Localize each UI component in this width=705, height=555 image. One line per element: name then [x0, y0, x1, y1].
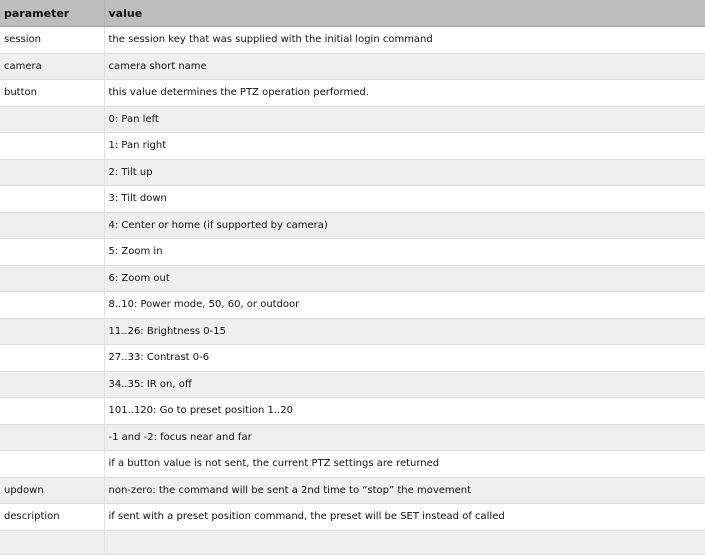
table-header-row	[0, 0, 705, 27]
parameter-cell	[0, 239, 104, 266]
table-row	[0, 318, 705, 345]
value-cell: 3: Tilt down	[104, 186, 705, 213]
table-row	[0, 239, 705, 266]
parameter-cell	[0, 424, 104, 451]
value-cell: 5: Zoom in	[104, 239, 705, 266]
table-row	[0, 186, 705, 213]
value-cell: camera short name	[104, 53, 705, 80]
value-cell: the session key that was supplied with the initial login command	[104, 27, 705, 54]
value-cell: 34..35: IR on, off	[104, 371, 705, 398]
value-cell: 2: Tilt up	[104, 159, 705, 186]
table-row	[0, 371, 705, 398]
parameter-cell	[0, 265, 104, 292]
table-row	[0, 27, 705, 54]
parameter-cell: camera	[0, 53, 104, 80]
table-row	[0, 292, 705, 319]
value-cell	[104, 530, 705, 554]
value-cell: 1: Pan right	[104, 133, 705, 160]
table-row	[0, 451, 705, 478]
value-cell: 27..33: Contrast 0-6	[104, 345, 705, 372]
value-cell: 11..26: Brightness 0-15	[104, 318, 705, 345]
parameter-cell: session	[0, 27, 104, 54]
table-row	[0, 80, 705, 107]
parameter-cell	[0, 371, 104, 398]
value-cell: if sent with a preset position command, the preset will be SET instead of called	[104, 504, 705, 531]
value-cell: non-zero: the command will be sent a 2nd time to “stop” the movement	[104, 477, 705, 504]
parameter-cell	[0, 398, 104, 425]
table-row	[0, 53, 705, 80]
table-row	[0, 265, 705, 292]
table-row	[0, 159, 705, 186]
parameter-cell	[0, 345, 104, 372]
table-row	[0, 133, 705, 160]
table-row	[0, 345, 705, 372]
value-cell: if a button value is not sent, the current PTZ settings are returned	[104, 451, 705, 478]
parameter-cell: description	[0, 504, 104, 531]
value-cell: this value determines the PTZ operation performed.	[104, 80, 705, 107]
table-row	[0, 530, 705, 554]
parameter-cell: button	[0, 80, 104, 107]
value-cell: 6: Zoom out	[104, 265, 705, 292]
table-row	[0, 398, 705, 425]
value-cell: 0: Pan left	[104, 106, 705, 133]
parameter-cell	[0, 106, 104, 133]
parameter-column-header: parameter	[0, 0, 104, 27]
value-cell: 8..10: Power mode, 50, 60, or outdoor	[104, 292, 705, 319]
parameter-cell	[0, 212, 104, 239]
parameter-cell: updown	[0, 477, 104, 504]
table-row	[0, 504, 705, 531]
value-cell: -1 and -2: focus near and far	[104, 424, 705, 451]
parameter-cell	[0, 530, 104, 554]
value-cell: 101..120: Go to preset position 1..20	[104, 398, 705, 425]
parameter-cell	[0, 292, 104, 319]
value-cell: 4: Center or home (if supported by camera)	[104, 212, 705, 239]
value-column-header: value	[104, 0, 705, 27]
table-row	[0, 212, 705, 239]
parameter-cell	[0, 186, 104, 213]
parameter-cell	[0, 159, 104, 186]
parameter-cell	[0, 451, 104, 478]
table-row	[0, 424, 705, 451]
parameter-cell	[0, 318, 104, 345]
table-row	[0, 106, 705, 133]
parameter-cell	[0, 133, 104, 160]
table-row	[0, 477, 705, 504]
